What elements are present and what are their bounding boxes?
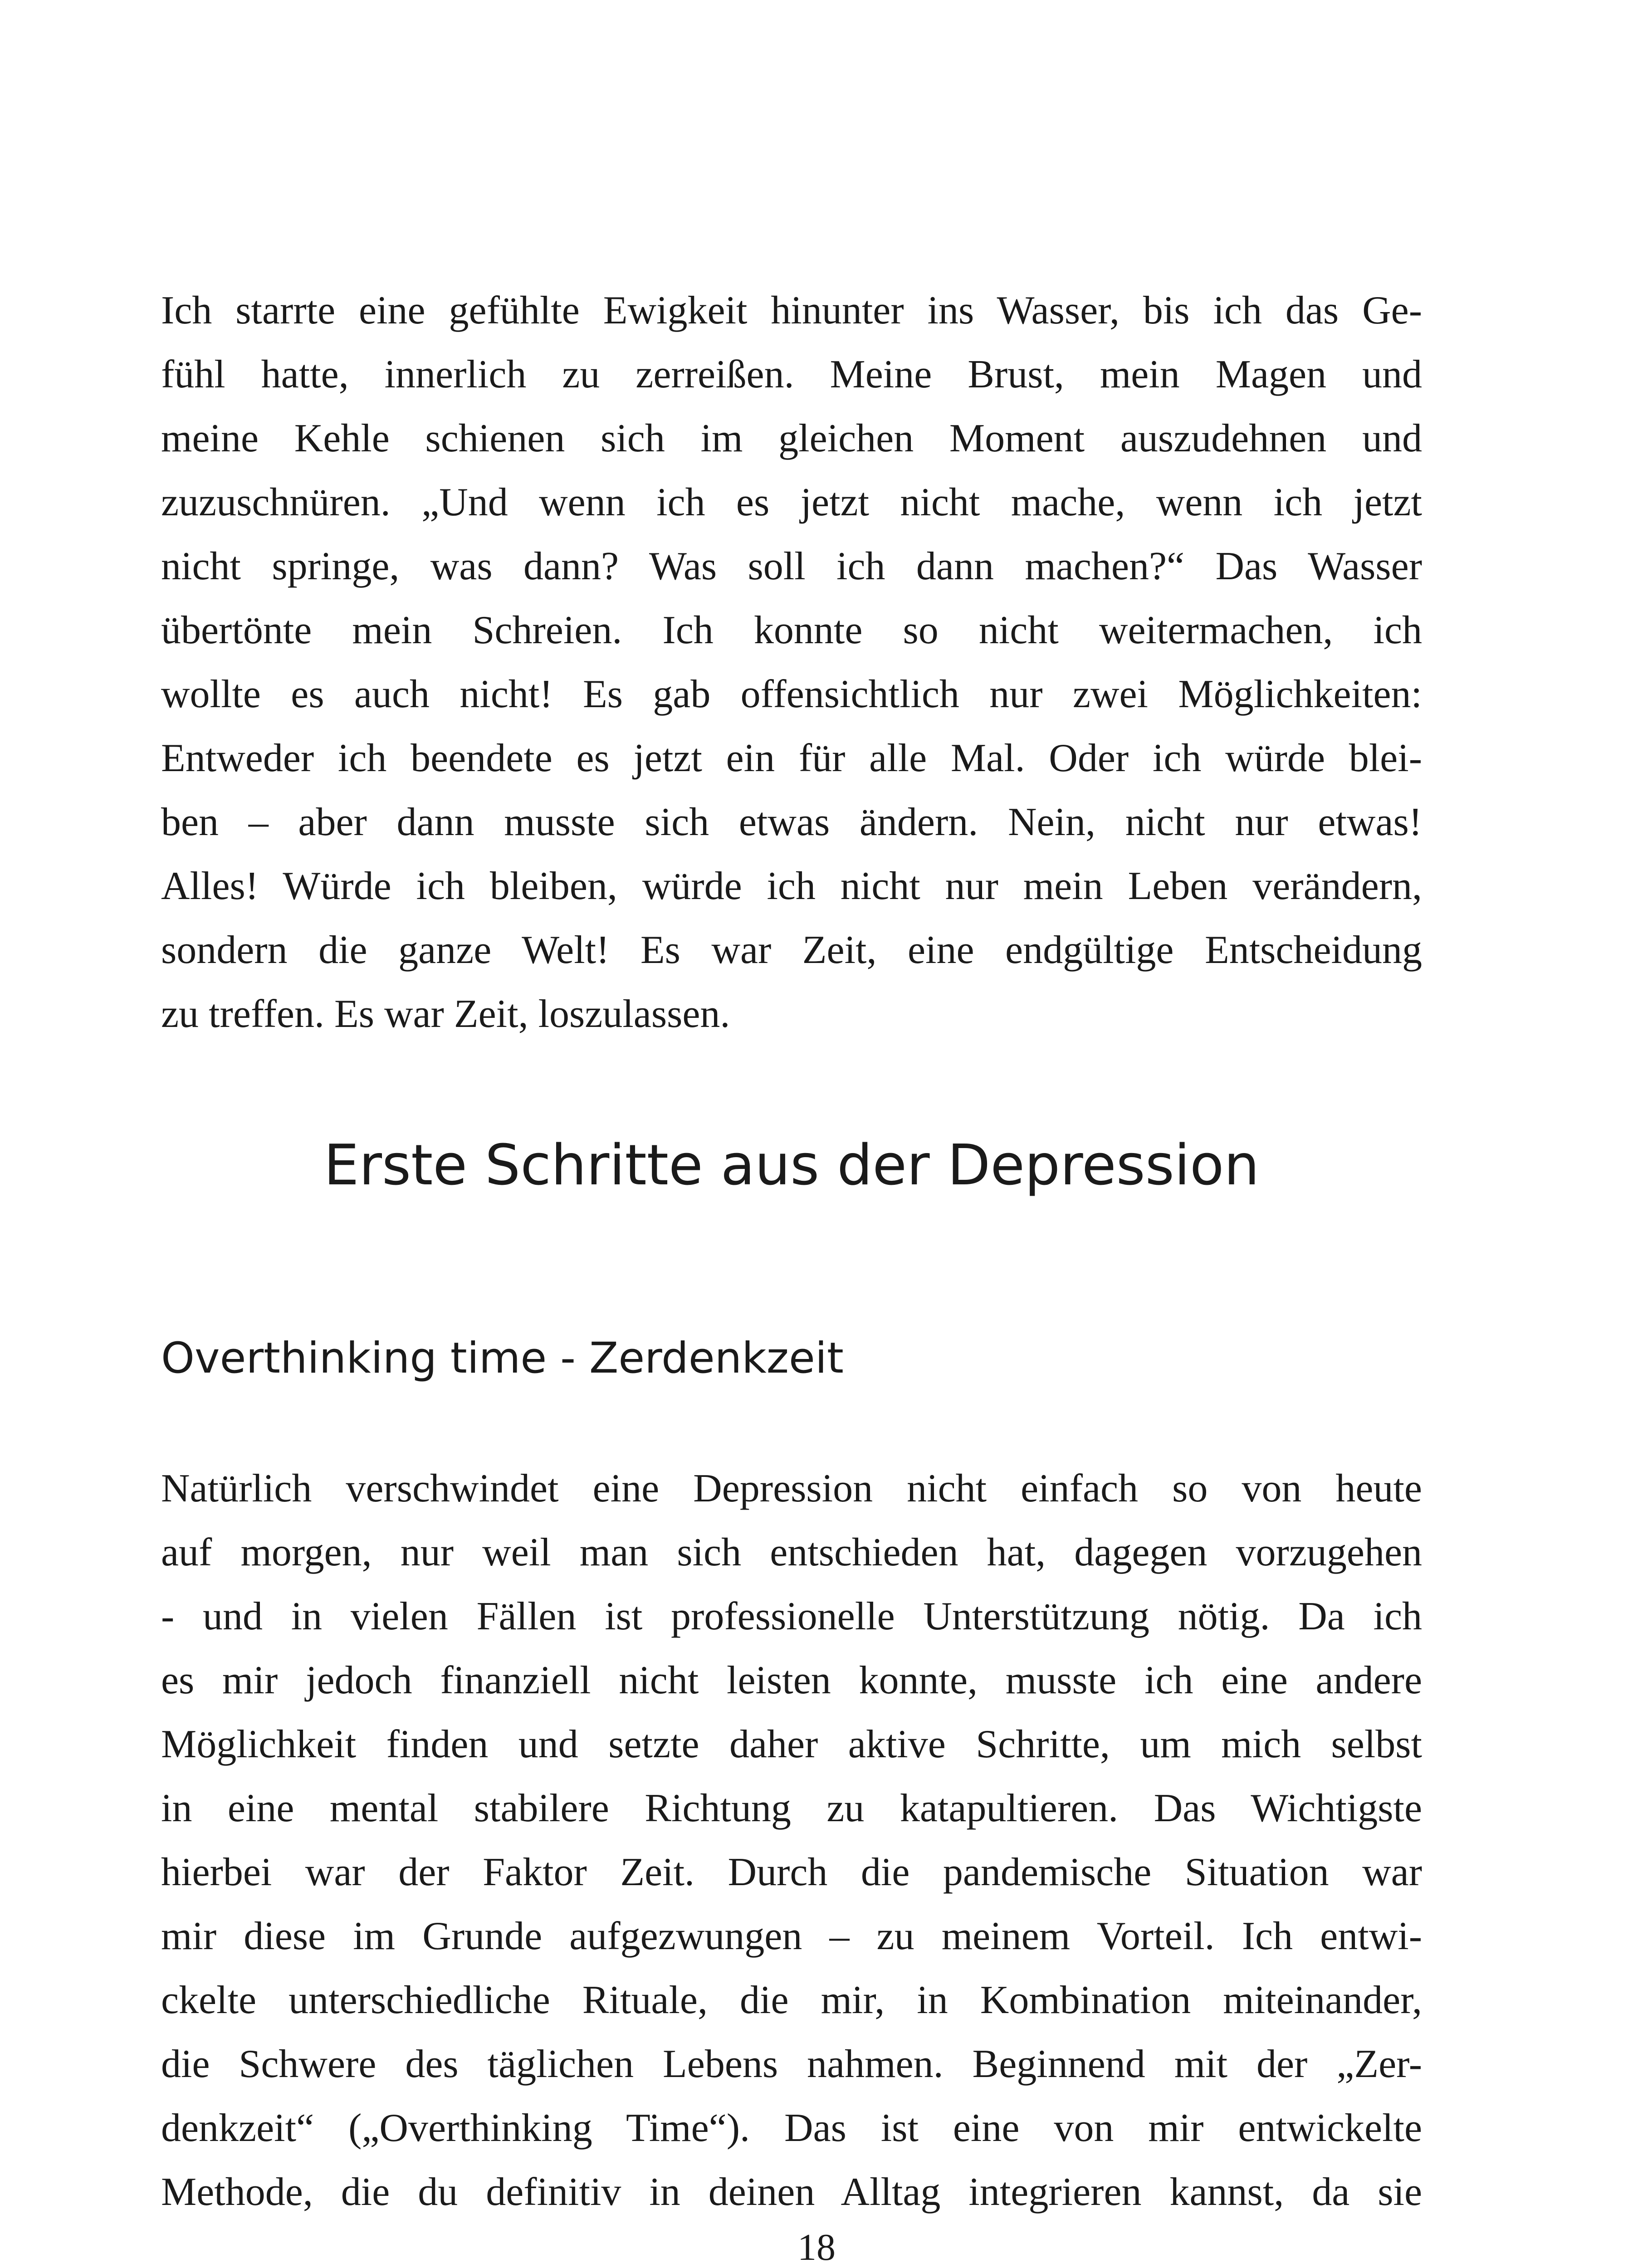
body-paragraph-1: [161, 279, 1422, 1046]
text-line: auf morgen, nur weil man sich entschieden hat, dagegen vorzugehen: [161, 1530, 1422, 1574]
text-line: Natürlich verschwindet eine Depression nicht einfach so von heute: [161, 1466, 1422, 1510]
text-line: zu treffen. Es war Zeit, loszulassen.: [161, 992, 730, 1036]
text-line: die Schwere des täglichen Lebens nahmen. Beginnend mit der „Zer-: [161, 2042, 1422, 2086]
text-line: in eine mental stabilere Richtung zu katapultieren. Das Wichtigste: [161, 1786, 1422, 1830]
text-line: sondern die ganze Welt! Es war Zeit, eine endgültige Entscheidung: [161, 928, 1422, 972]
text-line: Ich starrte eine gefühlte Ewigkeit hinunter ins Wasser, bis ich das Ge-: [161, 288, 1422, 332]
text-line: übertönte mein Schreien. Ich konnte so nicht weitermachen, ich: [161, 608, 1422, 652]
text-line: Methode, die du definitiv in deinen Alltag integrieren kannst, da sie: [161, 2170, 1422, 2214]
text-line: denkzeit“ („Overthinking Time“). Das ist eine von mir entwickelte: [161, 2106, 1422, 2150]
text-line: Entweder ich beendete es jetzt ein für alle Mal. Oder ich würde blei-: [161, 736, 1422, 780]
text-line: ckelte unterschiedliche Rituale, die mir, in Kombination miteinander,: [161, 1978, 1422, 2022]
chapter-heading: Erste Schritte aus der Depression: [323, 1133, 1260, 1198]
text-line: hierbei war der Faktor Zeit. Durch die pandemische Situation war: [161, 1850, 1422, 1894]
text-line: Alles! Würde ich bleiben, würde ich nicht nur mein Leben verändern,: [161, 864, 1422, 908]
text-line: es mir jedoch finanziell nicht leisten konnte, musste ich eine andere: [161, 1658, 1422, 1702]
text-line: ben – aber dann musste sich etwas ändern. Nein, nicht nur etwas!: [161, 800, 1422, 844]
page-number: 18: [797, 2226, 836, 2268]
text-line: fühl hatte, innerlich zu zerreißen. Meine Brust, mein Magen und: [161, 352, 1422, 396]
body-paragraph-2: [161, 1457, 1422, 2224]
text-line: wollte es auch nicht! Es gab offensichtlich nur zwei Möglichkeiten:: [161, 672, 1422, 716]
text-line: - und in vielen Fällen ist professionelle Unterstützung nötig. Da ich: [161, 1594, 1422, 1638]
text-line: nicht springe, was dann? Was soll ich dann machen?“ Das Wasser: [161, 544, 1422, 588]
text-line: Möglichkeit finden und setzte daher aktive Schritte, um mich selbst: [161, 1722, 1422, 1766]
section-heading: Overthinking time - Zerdenkzeit: [161, 1334, 844, 1383]
text-line: zuzuschnüren. „Und wenn ich es jetzt nicht mache, wenn ich jetzt: [161, 480, 1422, 524]
text-line: mir diese im Grunde aufgezwungen – zu meinem Vorteil. Ich entwi-: [161, 1914, 1422, 1958]
text-line: meine Kehle schienen sich im gleichen Moment auszudehnen und: [161, 416, 1422, 460]
